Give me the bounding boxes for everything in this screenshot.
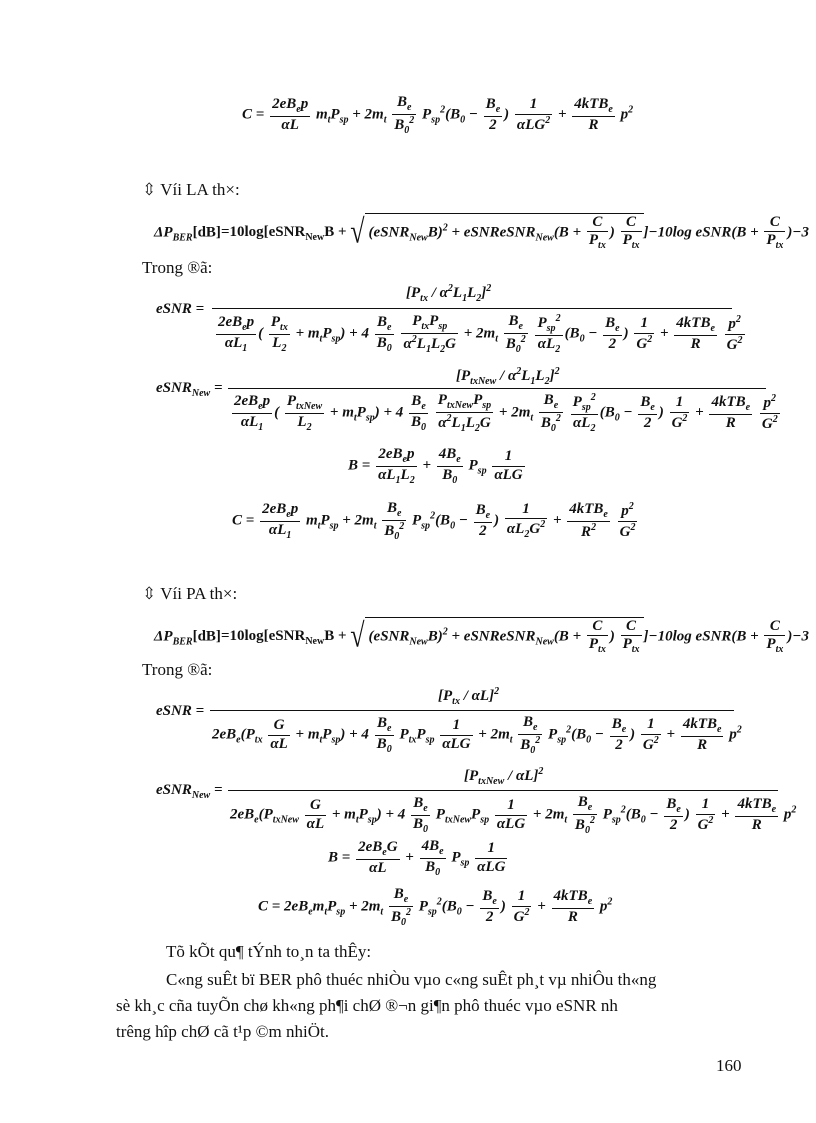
trong-do-label-2: Trong ®ã:: [142, 660, 213, 679]
equation-delta-p-pa: $\Delta P_{BER}[dB]=10\log[eSNR_{New}B$ + √ (eSNR$_{New}$B)$^2$ + eSNReSNR$_{New}$(B + $\frac{C}{P_{tx}}$ ) $\frac{C}{P_{tx}}$ ]−10log eSNR(B + $\frac{C}{P_{tx}}$ )−3: [154, 616, 809, 656]
conclusion-line-2: C«ng suÊt bï BER phô thuéc nhiÒu vµo c«ng suÊt ph¸t vµ nhiÔu th«ng: [166, 970, 657, 989]
arrow-icon: ⇳: [142, 180, 157, 199]
equation-delta-p-la: $\Delta P_{BER}[dB]=10\log[eSNR_{New}B$ + √ (eSNR$_{New}$B)$^2$ + eSNReSNR$_{New}$(B + $\frac{C}{P_{tx}}$ ) $\frac{C}{P_{tx}}$ ]−10log eSNR(B + $\frac{C}{P_{tx}}$ )−3: [154, 212, 809, 252]
conclusion-line-3: sè kh¸c cña tuyÕn chø kh«ng ph¶i chØ ®¬n gi¶n phô thuéc vµo eSNR nh: [116, 996, 618, 1015]
equation-c-top: C = $\frac{2eB_ep}{\alpha L}$ $m_tP_{sp} + 2m_t$ $\frac{B_e}{B_0^2}$ $P_{sp}^2(B_0$ − $\frac{B_e}{2}$ ) $\frac{1}{\alpha LG^2}$ + $\frac{4kTB_e}{R}$ $p^2$: [242, 94, 634, 136]
equation-c-pa: $C = 2eB_em_tP_{sp} + 2m_t$ $\frac{B_e}{B_0^2}$ $P_{sp}^2(B_0$ − $\frac{B_e}{2}$ ) $\frac{1}{G^2}$ + $\frac{4kTB_e}{R}$ $p^2$: [258, 886, 613, 928]
equation-c-la: C = $\frac{2eB_ep}{\alpha L_1}$ $m_tP_{sp} + 2m_t$ $\frac{B_e}{B_0^2}$ $P_{sp}^2(B_0$ − $\frac{B_e}{2}$ ) $\frac{1}{\alpha L_2G^2}$ + $\frac{4kTB_e}{R^2}$ $\frac{p^2}{G^2}$: [232, 500, 636, 542]
la-heading: ⇳ Víi LA th×:: [142, 180, 240, 199]
conclusion-line-4: trêng hîp chØ cã t¹p ©m nhiÖt.: [116, 1022, 329, 1041]
equation-b-la: B = $\frac{2eB_ep}{\alpha L_1L_2}$ + $\frac{4B_e}{B_0}$ $P_{sp}$ $\frac{1}{\text{αLG}}$: [348, 446, 523, 486]
page-number: 160: [716, 1056, 742, 1075]
conclusion-line-1: Tõ kÕt qu¶ tÝnh to¸n ta thÊy:: [166, 942, 372, 961]
trong-do-label-1: Trong ®ã:: [142, 258, 213, 277]
arrow-icon: ⇳: [142, 584, 157, 603]
equation-b-pa: B = $\frac{2eB_eG}{\alpha L}$ + $\frac{4B_e}{B_0}$ $P_{sp}$ $\frac{1}{\text{αLG}}$: [328, 838, 506, 878]
pa-heading: ⇳ Víi PA th×:: [142, 584, 238, 603]
